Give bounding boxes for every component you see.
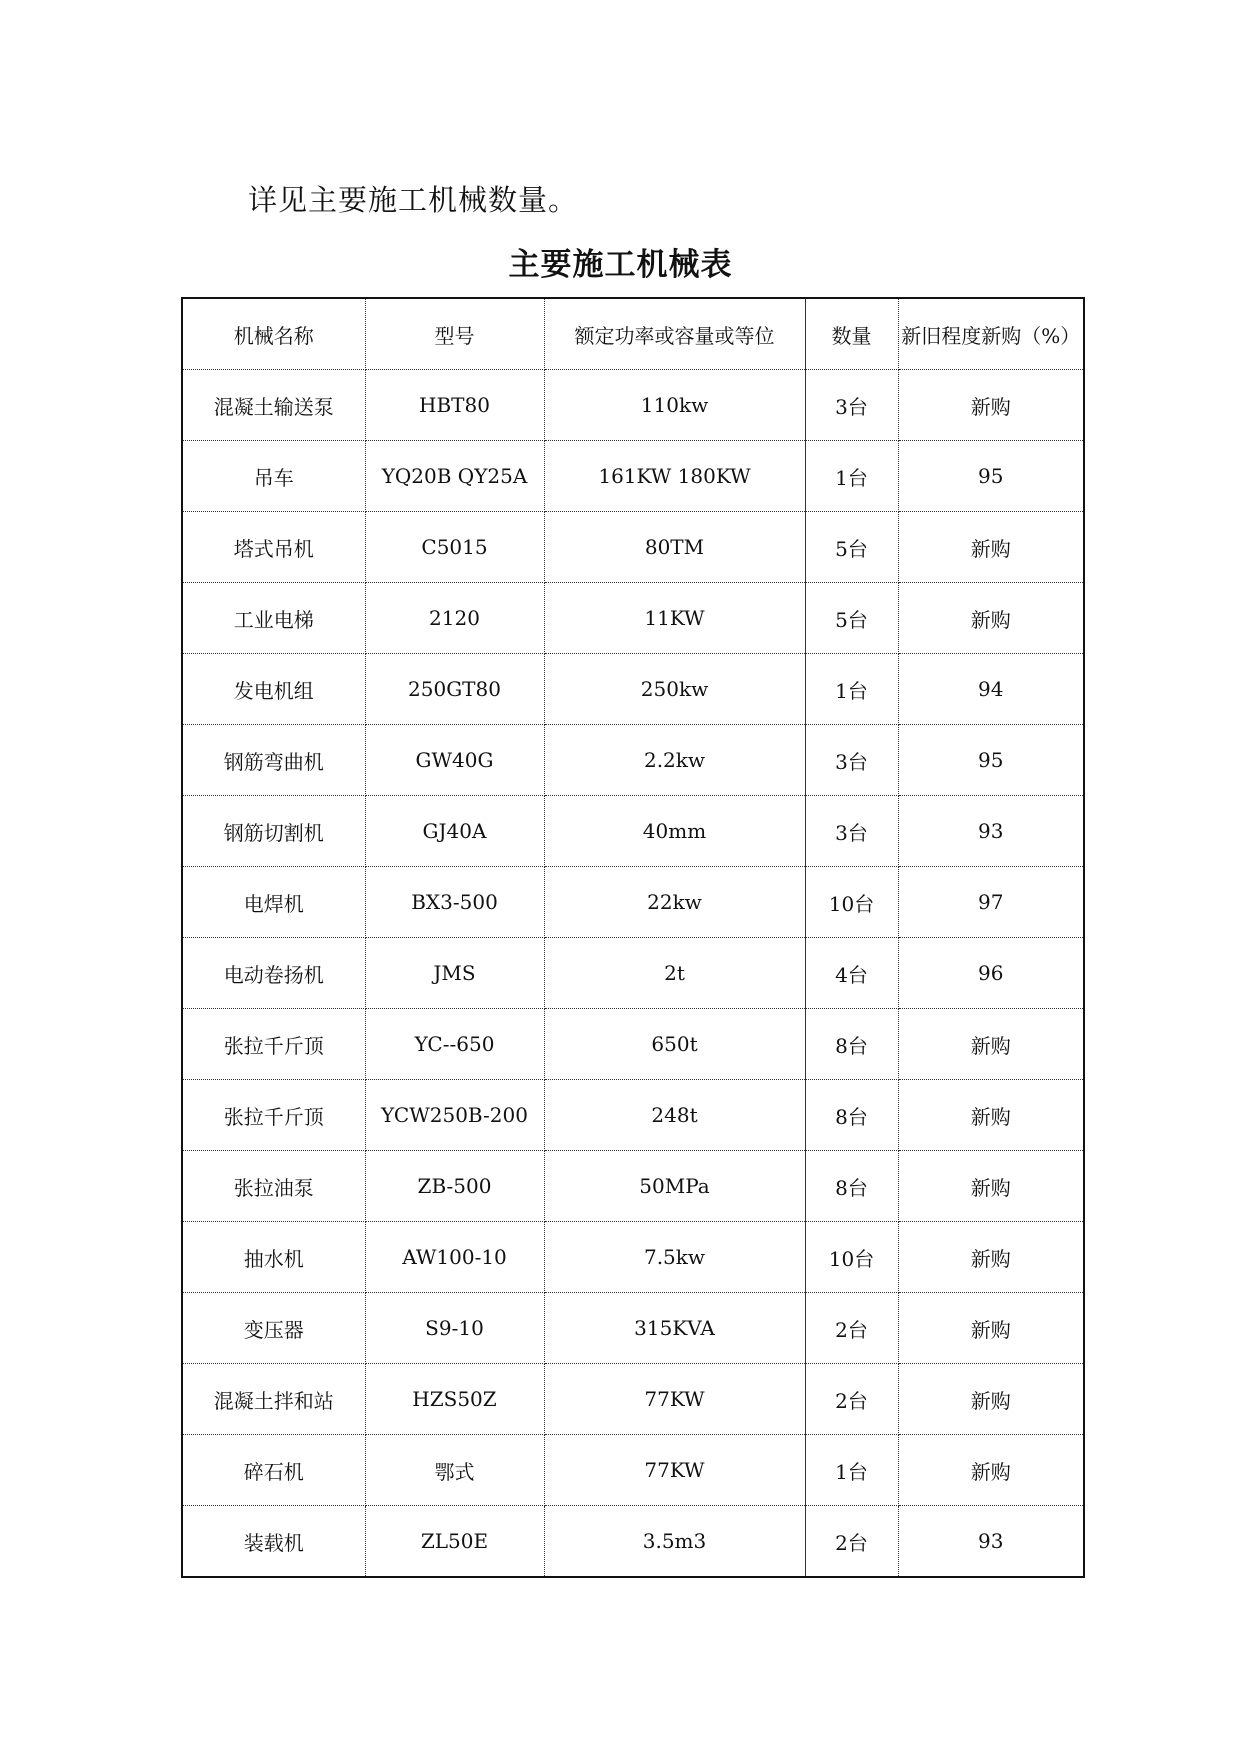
cell-rated-power: 2.2kw bbox=[544, 725, 805, 796]
cell-condition: 新购 bbox=[898, 1435, 1084, 1506]
cell-condition: 新购 bbox=[898, 1364, 1084, 1435]
cell-machine-name: 发电机组 bbox=[182, 654, 365, 725]
table-row bbox=[182, 1506, 1084, 1578]
cell-rated-power: 110kw bbox=[544, 370, 805, 441]
cell-machine-name: 碎石机 bbox=[182, 1435, 365, 1506]
cell-model: HZS50Z bbox=[365, 1364, 544, 1435]
cell-condition: 97 bbox=[898, 867, 1084, 938]
table-row bbox=[182, 867, 1084, 938]
cell-rated-power: 2t bbox=[544, 938, 805, 1009]
cell-rated-power: 650t bbox=[544, 1009, 805, 1080]
table-row bbox=[182, 583, 1084, 654]
cell-model: 鄂式 bbox=[365, 1435, 544, 1506]
cell-model: HBT80 bbox=[365, 370, 544, 441]
cell-condition: 新购 bbox=[898, 370, 1084, 441]
cell-condition: 96 bbox=[898, 938, 1084, 1009]
cell-condition: 新购 bbox=[898, 583, 1084, 654]
cell-quantity: 3台 bbox=[805, 370, 898, 441]
cell-quantity: 2台 bbox=[805, 1293, 898, 1364]
cell-rated-power: 22kw bbox=[544, 867, 805, 938]
cell-quantity: 8台 bbox=[805, 1151, 898, 1222]
cell-quantity: 1台 bbox=[805, 1435, 898, 1506]
cell-rated-power: 40mm bbox=[544, 796, 805, 867]
cell-model: S9-10 bbox=[365, 1293, 544, 1364]
table-row bbox=[182, 1222, 1084, 1293]
table-row bbox=[182, 1364, 1084, 1435]
cell-quantity: 5台 bbox=[805, 583, 898, 654]
cell-condition: 新购 bbox=[898, 1080, 1084, 1151]
table-row bbox=[182, 1151, 1084, 1222]
cell-condition: 95 bbox=[898, 441, 1084, 512]
cell-model: GJ40A bbox=[365, 796, 544, 867]
machinery-table bbox=[181, 297, 1085, 1578]
cell-quantity: 8台 bbox=[805, 1009, 898, 1080]
cell-machine-name: 混凝土输送泵 bbox=[182, 370, 365, 441]
cell-machine-name: 工业电梯 bbox=[182, 583, 365, 654]
cell-model: GW40G bbox=[365, 725, 544, 796]
header-model: 型号 bbox=[365, 298, 544, 370]
cell-machine-name: 电动卷扬机 bbox=[182, 938, 365, 1009]
cell-rated-power: 3.5m3 bbox=[544, 1506, 805, 1578]
cell-machine-name: 混凝土拌和站 bbox=[182, 1364, 365, 1435]
cell-model: YQ20B QY25A bbox=[365, 441, 544, 512]
cell-rated-power: 50MPa bbox=[544, 1151, 805, 1222]
cell-model: BX3-500 bbox=[365, 867, 544, 938]
table-row bbox=[182, 796, 1084, 867]
table-row bbox=[182, 1293, 1084, 1364]
table-row bbox=[182, 370, 1084, 441]
cell-quantity: 3台 bbox=[805, 796, 898, 867]
table-row bbox=[182, 512, 1084, 583]
cell-model: C5015 bbox=[365, 512, 544, 583]
cell-condition: 94 bbox=[898, 654, 1084, 725]
cell-model: 2120 bbox=[365, 583, 544, 654]
cell-quantity: 5台 bbox=[805, 512, 898, 583]
cell-quantity: 2台 bbox=[805, 1506, 898, 1578]
cell-rated-power: 250kw bbox=[544, 654, 805, 725]
cell-rated-power: 315KVA bbox=[544, 1293, 805, 1364]
cell-condition: 93 bbox=[898, 796, 1084, 867]
cell-rated-power: 11KW bbox=[544, 583, 805, 654]
header-quantity: 数量 bbox=[805, 298, 898, 370]
cell-machine-name: 张拉油泵 bbox=[182, 1151, 365, 1222]
cell-rated-power: 248t bbox=[544, 1080, 805, 1151]
table-row bbox=[182, 725, 1084, 796]
cell-rated-power: 77KW bbox=[544, 1435, 805, 1506]
cell-rated-power: 80TM bbox=[544, 512, 805, 583]
cell-condition: 新购 bbox=[898, 1151, 1084, 1222]
cell-model: ZL50E bbox=[365, 1506, 544, 1578]
cell-quantity: 2台 bbox=[805, 1364, 898, 1435]
cell-condition: 新购 bbox=[898, 1222, 1084, 1293]
cell-condition: 新购 bbox=[898, 512, 1084, 583]
cell-quantity: 10台 bbox=[805, 1222, 898, 1293]
cell-machine-name: 变压器 bbox=[182, 1293, 365, 1364]
intro-text: 详见主要施工机械数量。 bbox=[248, 183, 579, 217]
table-row bbox=[182, 1435, 1084, 1506]
table-row bbox=[182, 654, 1084, 725]
cell-machine-name: 塔式吊机 bbox=[182, 512, 365, 583]
table-row bbox=[182, 1009, 1084, 1080]
table-row bbox=[182, 1080, 1084, 1151]
cell-rated-power: 161KW 180KW bbox=[544, 441, 805, 512]
cell-machine-name: 张拉千斤顶 bbox=[182, 1080, 365, 1151]
cell-quantity: 10台 bbox=[805, 867, 898, 938]
cell-condition: 新购 bbox=[898, 1293, 1084, 1364]
cell-quantity: 1台 bbox=[805, 654, 898, 725]
cell-quantity: 1台 bbox=[805, 441, 898, 512]
cell-rated-power: 77KW bbox=[544, 1364, 805, 1435]
table-row bbox=[182, 938, 1084, 1009]
cell-model: YC--650 bbox=[365, 1009, 544, 1080]
cell-machine-name: 钢筋切割机 bbox=[182, 796, 365, 867]
cell-model: JMS bbox=[365, 938, 544, 1009]
cell-model: YCW250B-200 bbox=[365, 1080, 544, 1151]
cell-model: 250GT80 bbox=[365, 654, 544, 725]
cell-machine-name: 装载机 bbox=[182, 1506, 365, 1578]
cell-condition: 95 bbox=[898, 725, 1084, 796]
cell-quantity: 4台 bbox=[805, 938, 898, 1009]
cell-machine-name: 吊车 bbox=[182, 441, 365, 512]
header-machine-name: 机械名称 bbox=[182, 298, 365, 370]
cell-model: AW100-10 bbox=[365, 1222, 544, 1293]
cell-condition: 93 bbox=[898, 1506, 1084, 1578]
table-header-row bbox=[182, 298, 1084, 370]
header-rated-power: 额定功率或容量或等位 bbox=[544, 298, 805, 370]
cell-quantity: 8台 bbox=[805, 1080, 898, 1151]
table-body bbox=[182, 370, 1084, 1578]
cell-machine-name: 电焊机 bbox=[182, 867, 365, 938]
cell-rated-power: 7.5kw bbox=[544, 1222, 805, 1293]
cell-quantity: 3台 bbox=[805, 725, 898, 796]
cell-machine-name: 钢筋弯曲机 bbox=[182, 725, 365, 796]
cell-machine-name: 张拉千斤顶 bbox=[182, 1009, 365, 1080]
header-condition: 新旧程度新购（%） bbox=[898, 298, 1084, 370]
cell-condition: 新购 bbox=[898, 1009, 1084, 1080]
table-row bbox=[182, 441, 1084, 512]
cell-model: ZB-500 bbox=[365, 1151, 544, 1222]
cell-machine-name: 抽水机 bbox=[182, 1222, 365, 1293]
table-title: 主要施工机械表 bbox=[508, 247, 733, 283]
